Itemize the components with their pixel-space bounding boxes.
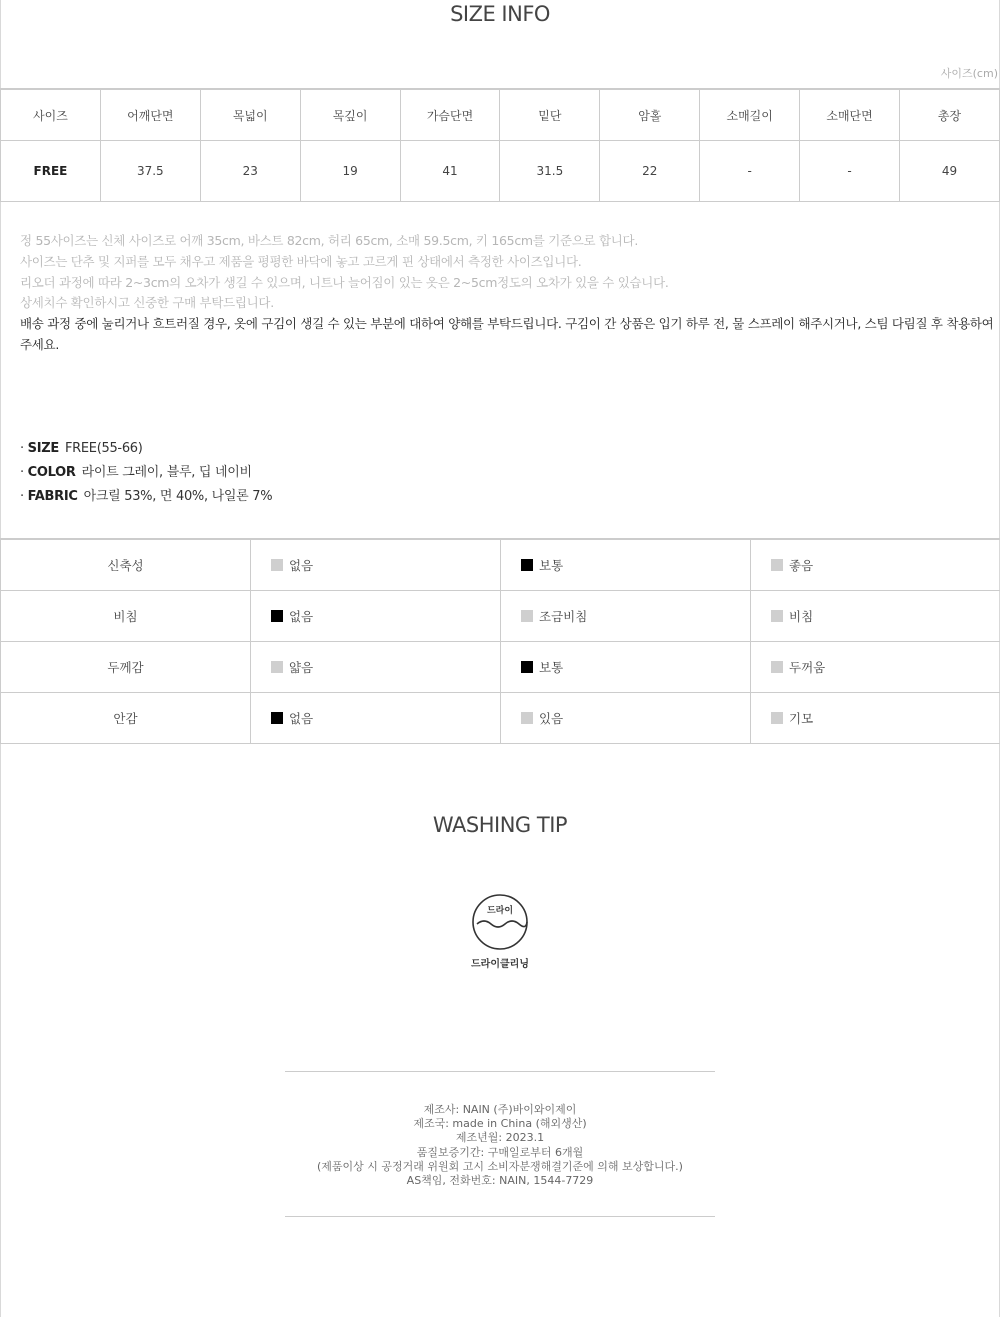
rating-option <box>251 693 501 744</box>
rating-option-label: 보통 <box>539 558 564 573</box>
spec-size-label: SIZE <box>27 441 59 456</box>
size-header-cell: 암홀 <box>600 90 700 141</box>
unchecked-box-icon <box>521 610 533 622</box>
size-value-cell: - <box>800 141 900 202</box>
checked-box-icon <box>271 712 283 724</box>
size-value-cell: 23 <box>200 141 300 202</box>
size-notes <box>20 231 995 356</box>
unchecked-box-icon <box>271 661 283 673</box>
rating-option <box>501 591 751 642</box>
rating-option <box>251 540 501 591</box>
rating-option-label: 좋음 <box>789 558 814 573</box>
size-value-cell: 41 <box>400 141 500 202</box>
size-value-cell: - <box>700 141 800 202</box>
rating-option-label: 보통 <box>539 660 564 675</box>
rating-option-label: 조금비침 <box>539 609 588 624</box>
size-value-cell: FREE <box>1 141 101 202</box>
rating-row <box>1 693 1000 744</box>
maker-line: 품질보증기간: 구매일로부터 6개월 <box>416 1145 584 1159</box>
rating-option <box>501 693 751 744</box>
size-header-cell: 소매길이 <box>700 90 800 141</box>
checked-box-icon <box>271 610 283 622</box>
size-value-cell: 19 <box>300 141 400 202</box>
note-line: 사이즈는 단추 및 지퍼를 모두 채우고 제품을 평평한 바닥에 놓고 고르게 핀 상태에서 측정한 사이즈입니다. <box>20 253 582 269</box>
rating-row <box>1 540 1000 591</box>
size-value-cell: 49 <box>900 141 1000 202</box>
maker-line: 제조사: NAIN (주)바이와이제이 <box>423 1103 577 1116</box>
unchecked-box-icon <box>521 712 533 724</box>
delivery-note: 배송 과정 중에 눌리거나 흐트러질 경우, 옷에 구김이 생길 수 있는 부분에 대하여 양해를 부탁드립니다. 구김이 간 상품은 입기 하루 전, 물 스프레이 해주시거나, 스팀 다림질 후 착용하여주세요. <box>20 316 994 352</box>
size-value-row <box>1 141 1000 202</box>
fabric-rating-table <box>0 539 1000 744</box>
rating-row <box>1 591 1000 642</box>
rating-row <box>1 642 1000 693</box>
rating-option <box>251 591 501 642</box>
spec-color-label: COLOR <box>27 465 76 480</box>
size-value-cell: 22 <box>600 141 700 202</box>
rating-option-label: 있음 <box>539 711 564 726</box>
divider <box>285 1071 715 1072</box>
unchecked-box-icon <box>771 610 783 622</box>
rating-category: 안감 <box>1 693 251 744</box>
size-header-cell: 목깊이 <box>300 90 400 141</box>
rating-option <box>501 642 751 693</box>
size-header-cell: 어깨단면 <box>100 90 200 141</box>
spec-color: · COLOR 라이트 그레이, 블루, 딥 네이비 <box>20 465 252 480</box>
washing-tip-title: WASHING TIP <box>432 813 568 837</box>
size-header-cell: 소매단면 <box>800 90 900 141</box>
maker-line: AS책임, 전화번호: NAIN, 1544-7729 <box>406 1174 594 1188</box>
rating-category: 두께감 <box>1 642 251 693</box>
size-header-row <box>1 90 1000 141</box>
product-spec <box>20 437 272 509</box>
spec-size-value: FREE(55-66) <box>64 441 143 456</box>
rating-option-label: 없음 <box>289 711 314 726</box>
rating-option-label: 없음 <box>289 609 314 624</box>
rating-option-label: 두꺼움 <box>789 660 826 675</box>
spec-fabric: · FABRIC 아크릴 53%, 면 40%, 나일론 7% <box>20 489 273 504</box>
spec-size: · SIZE FREE(55-66) <box>20 441 143 456</box>
spec-color-value: 라이트 그레이, 블루, 딥 네이비 <box>81 465 252 480</box>
rating-option-label: 비침 <box>789 609 814 624</box>
manufacturer-info <box>200 1103 800 1188</box>
size-header-cell: 사이즈 <box>1 90 101 141</box>
size-header-cell: 목넓이 <box>200 90 300 141</box>
dry-clean-icon-text: 드라이 <box>486 906 514 916</box>
size-value-cell: 37.5 <box>100 141 200 202</box>
spec-fabric-value: 아크릴 53%, 면 40%, 나일론 7% <box>83 489 273 504</box>
note-line: 상세치수 확인하시고 신중한 구매 부탁드립니다. <box>20 295 274 311</box>
note-line: 리오더 과정에 따라 2~3cm의 오차가 생길 수 있으며, 니트나 늘어짐이 있는 옷은 2~5cm정도의 오차가 있을 수 있습니다. <box>20 274 669 290</box>
size-value-cell: 31.5 <box>500 141 600 202</box>
rating-option <box>751 642 1000 693</box>
unchecked-box-icon <box>771 559 783 571</box>
unchecked-box-icon <box>271 559 283 571</box>
unchecked-box-icon <box>771 712 783 724</box>
rating-option <box>251 642 501 693</box>
divider <box>285 1216 715 1217</box>
rating-option <box>501 540 751 591</box>
unchecked-box-icon <box>771 661 783 673</box>
rating-option <box>751 591 1000 642</box>
size-info-title: SIZE INFO <box>450 2 550 26</box>
maker-line: 제조년월: 2023.1 <box>455 1131 545 1145</box>
rating-option <box>751 540 1000 591</box>
spec-fabric-label: FABRIC <box>27 489 78 504</box>
note-line: 정 55사이즈는 신체 사이즈로 어깨 35cm, 바스트 82cm, 허리 65cm, 소매 59.5cm, 키 165cm를 기준으로 합니다. <box>20 233 639 248</box>
size-header-cell: 총장 <box>900 90 1000 141</box>
rating-option-label: 얇음 <box>289 660 314 675</box>
size-header-cell: 밑단 <box>500 90 600 141</box>
maker-line: (제품이상 시 공정거래 위원회 고시 소비자분쟁해결기준에 의해 보상합니다.) <box>317 1159 683 1173</box>
size-unit-label: 사이즈(cm) <box>940 67 998 80</box>
checked-box-icon <box>521 559 533 571</box>
rating-category: 신축성 <box>1 540 251 591</box>
size-table <box>0 89 1000 202</box>
rating-option <box>751 693 1000 744</box>
maker-line: 제조국: made in China (해외생산) <box>413 1117 587 1131</box>
rating-category: 비침 <box>1 591 251 642</box>
dry-clean-icon <box>471 893 529 951</box>
rating-option-label: 기모 <box>789 711 814 726</box>
size-header-cell: 가슴단면 <box>400 90 500 141</box>
rating-option-label: 없음 <box>289 558 314 573</box>
dry-clean-label: 드라이클리닝 <box>471 959 529 970</box>
checked-box-icon <box>521 661 533 673</box>
